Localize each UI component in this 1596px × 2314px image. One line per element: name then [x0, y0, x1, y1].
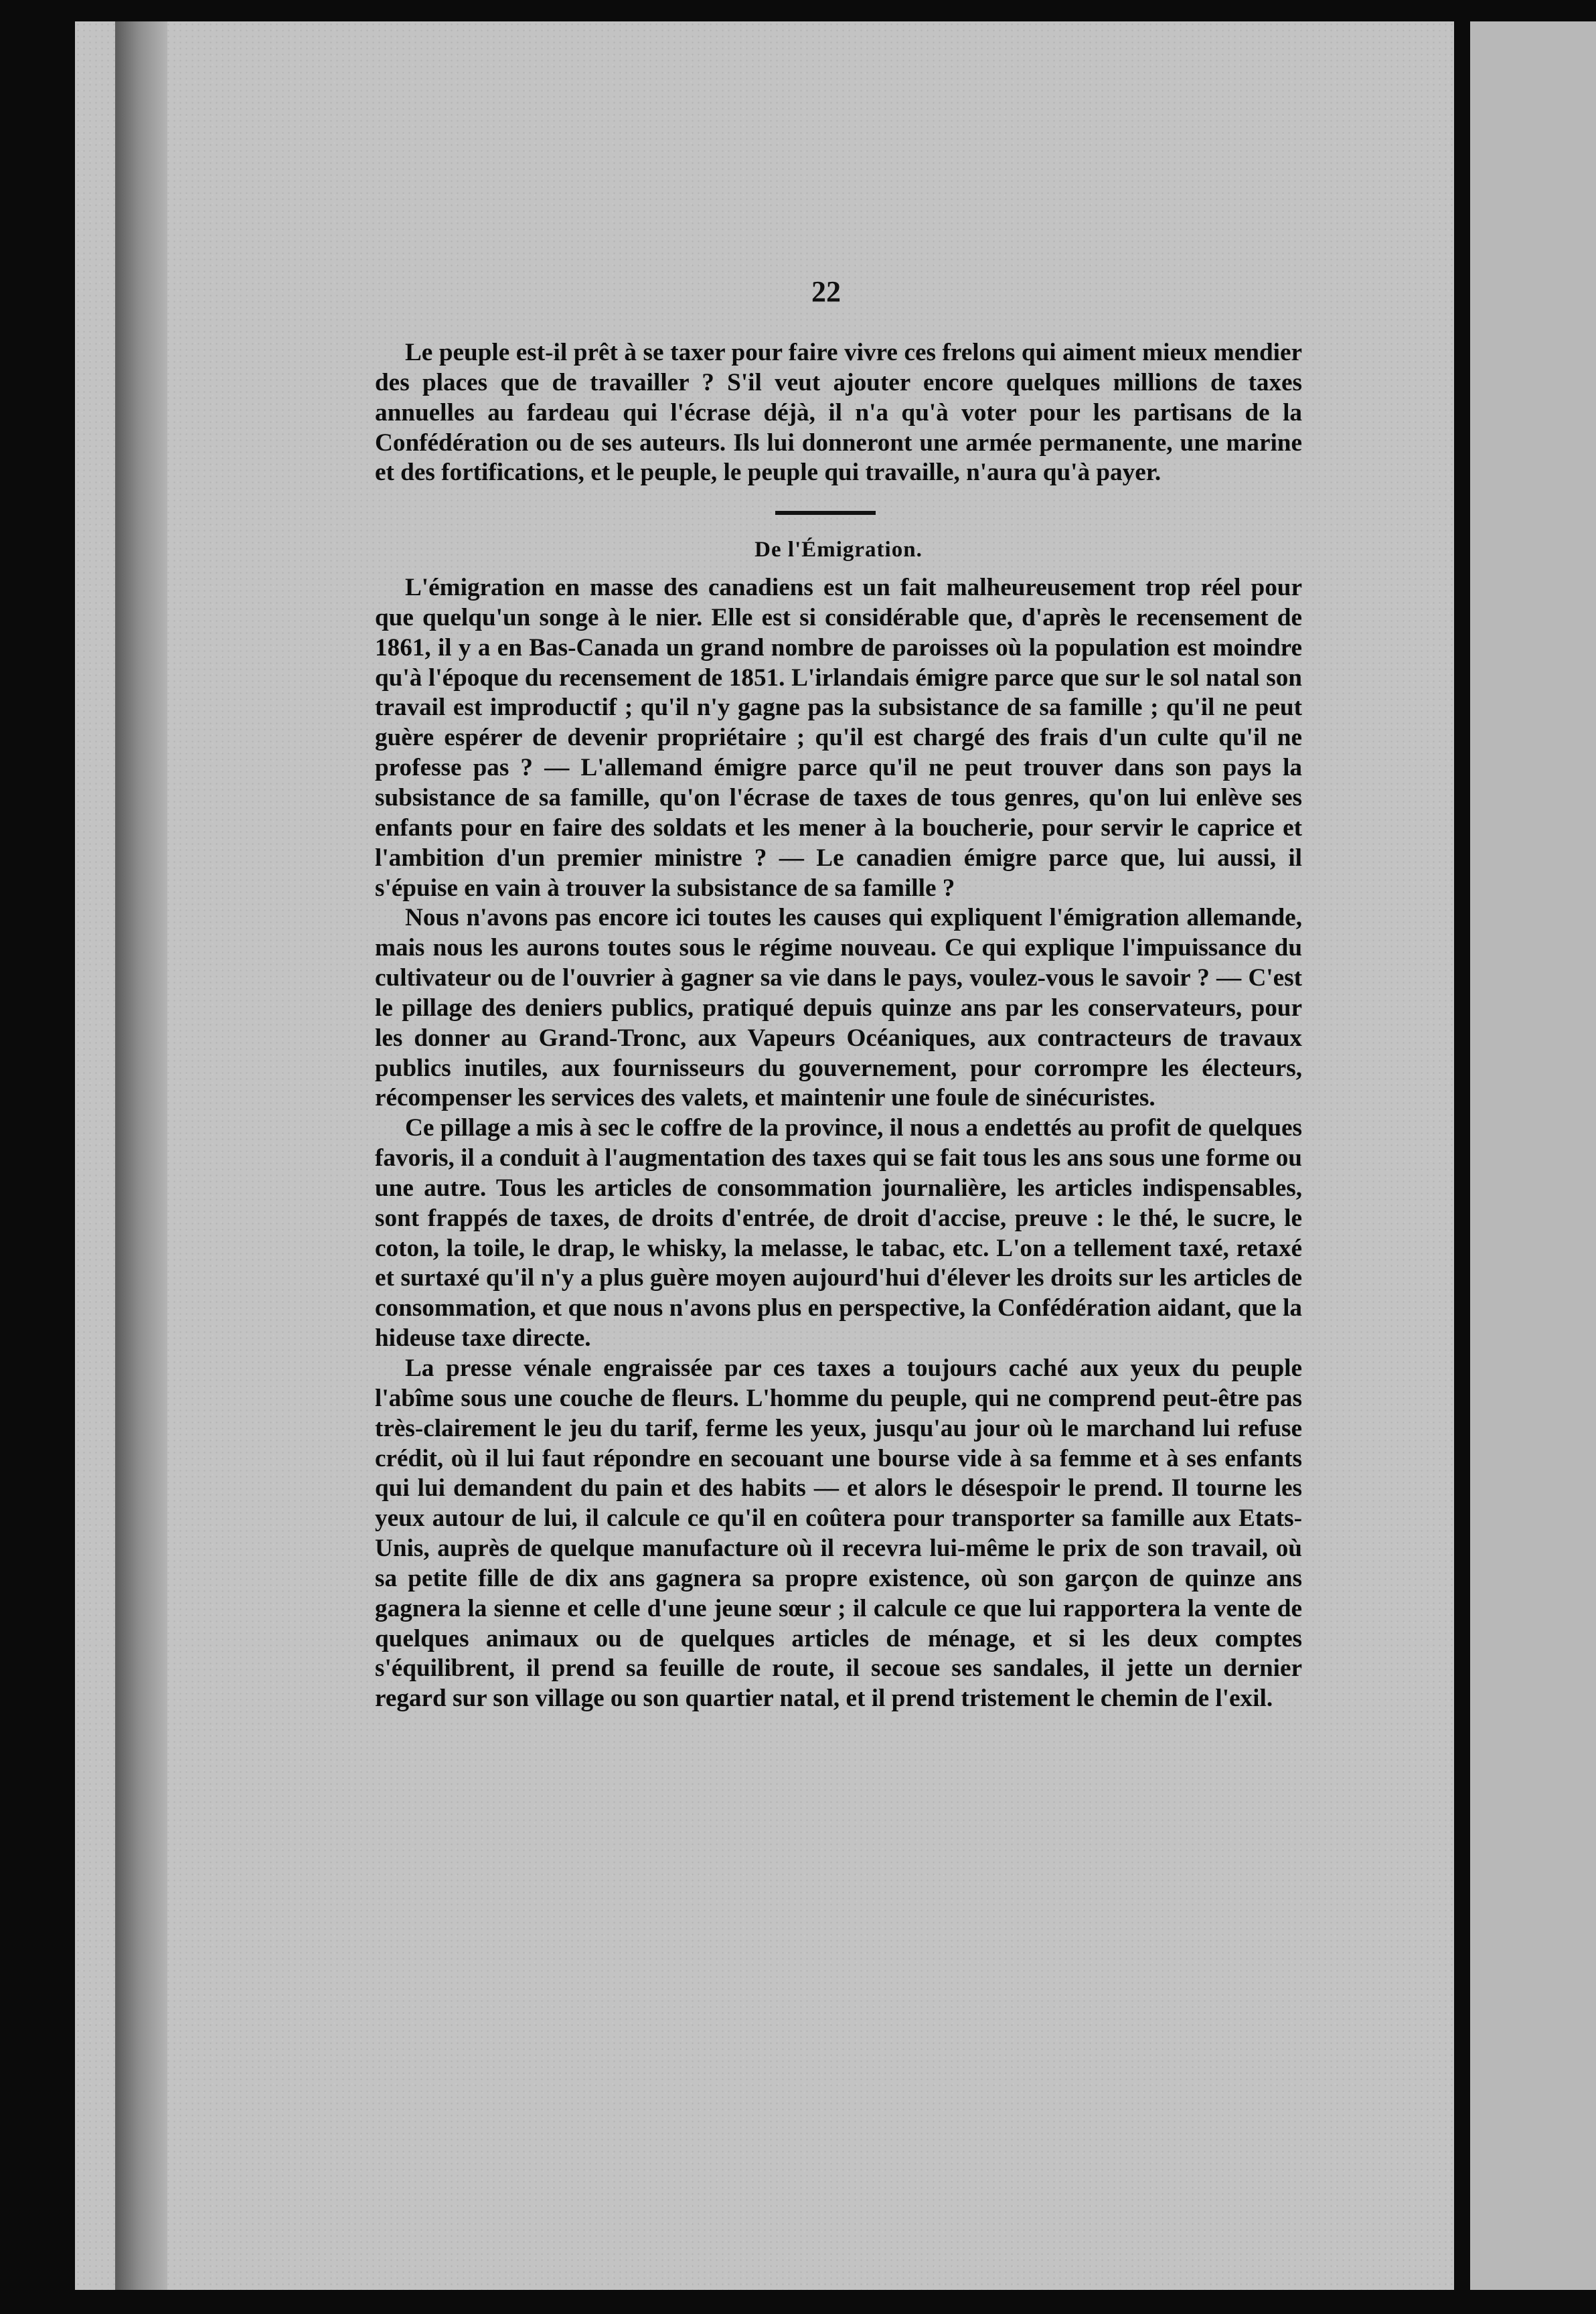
- paragraph-4: La presse vénale engraissée par ces taxes a toujours caché aux yeux du peuple l'abîme sous une couche de fleurs. L'homme du peuple, qui ne comprend peut-être pas très-clairement le jeu du tarif, ferme les yeux, jusqu'au jour où le marchand lui refuse crédit, où il lui faut répondre en secouant une bourse vide à sa femme et à ses enfants qui lui demandent du pain et des habits — et alors le désespoir le prend. Il tourne les yeux autour de lui, il calcule ce qu'il en coûtera pour transporter sa famille aux Etats-Unis, auprès de quelque manufacture où il recevra lui-même le prix de son travail, où sa petite fille de dix ans gagnera sa propre existence, où son garçon de quinze ans gagnera la sienne et celle d'une jeune sœur ; il calcule ce que lui rapportera la vente de quelques animaux ou de quelques articles de ménage, et si les deux comptes s'équilibrent, il prend sa feuille de route, il secoue ses sandales, il jette un dernier regard sur son village ou son quartier natal, et il prend tristement le chemin de l'exil.: [375, 1355, 1302, 1713]
- section-divider: [775, 511, 876, 515]
- intro-paragraph: Le peuple est-il prêt à se taxer pour faire vivre ces frelons qui aiment mieux mendier des places que de travailler ? S'il veut ajouter encore quelques millions de taxes annuelles au fardeau qui l'écrase déjà, il n'a qu'à voter pour les partisans de la Confédération ou de ses auteurs. Ils lui donneront une armée permanente, une marine et des fortifications, et le peuple, le peuple qui travaille, n'aura qu'à payer.: [375, 339, 1302, 487]
- page-number: 22: [811, 275, 841, 308]
- facing-page-edge: [1470, 21, 1596, 2290]
- page-body: [375, 338, 1302, 1714]
- paragraph-3: Ce pillage a mis à sec le coffre de la province, il nous a endettés au profit de quelques favoris, il a conduit à l'augmentation des taxes qui se fait tous les ans sous une forme ou une autre. Tous les articles de consommation journalière, les articles indispensables, sont frappés de taxes, de droits d'entrée, de droit d'accise, preuve : le thé, le sucre, le coton, la toile, le drap, le whisky, la melasse, le tabac, etc. L'on a tellement taxé, retaxé et surtaxé qu'il n'y a plus guère moyen aujourd'hui d'élever les droits sur les articles de consommation, et que nous n'avons plus en perspective, la Confédération aidant, que la hideuse taxe directe.: [375, 1114, 1302, 1353]
- paragraph-1: L'émigration en masse des canadiens est un fait malheureusement trop réel pour que quelqu'un songe à le nier. Elle est si considérable que, d'après le recensement de 1861, il y a en Bas-Canada un grand nombre de paroisses où la population est moindre qu'à l'époque du recensement de 1851. L'irlandais émigre parce que sur le sol natal son travail est improductif ; qu'il n'y gagne pas la subsistance de sa famille ; qu'il ne peut guère espérer de devenir propriétaire ; qu'il est chargé des frais d'un culte qu'il ne professe pas ? — L'allemand émigre parce qu'il ne peut trouver dans son pays la subsistance de sa famille, qu'on l'écrase de taxes de tous genres, qu'on lui enlève ses enfants pour en faire des soldats et les mener à la boucherie, pour servir le caprice et l'ambition d'un premier ministre ? — Le canadien émigre parce que, lui aussi, il s'épuise en vain à trouver la subsistance de sa famille ?: [375, 574, 1302, 902]
- page-binding-shadow: [115, 21, 167, 2290]
- section-heading: De l'Émigration.: [754, 538, 923, 562]
- paragraph-2: Nous n'avons pas encore ici toutes les causes qui expliquent l'émigration allemande, mais nous les aurons toutes sous le régime nouveau. Ce qui explique l'impuissance du cultivateur ou de l'ouvrier à gagner sa vie dans le pays, voulez-vous le savoir ? — C'est le pillage des deniers publics, pratiqué depuis quinze ans par les conservateurs, pour les donner au Grand-Tronc, aux Vapeurs Océaniques, aux contracteurs de travaux publics inutiles, aux fournisseurs du gouvernement, pour corrompre les électeurs, récompenser les services des valets, et maintenir une foule de sinécuristes.: [375, 904, 1302, 1112]
